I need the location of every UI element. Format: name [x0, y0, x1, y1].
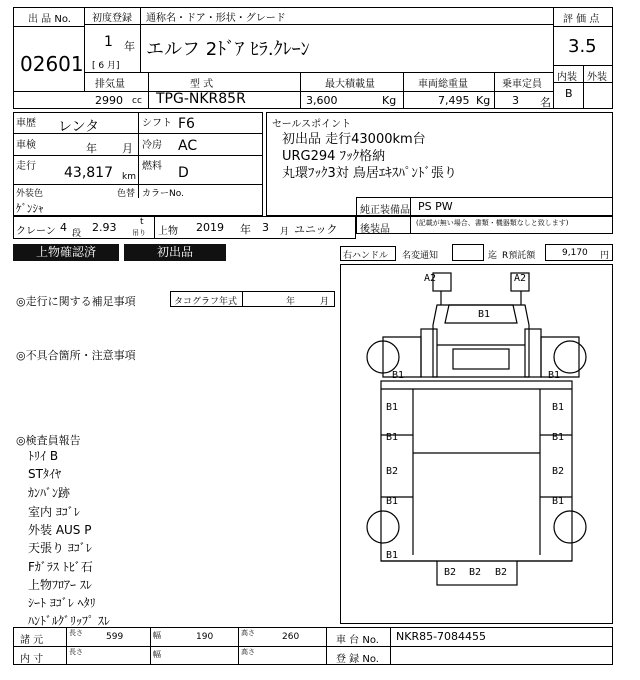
interior-grade: B: [565, 87, 573, 100]
inspection-label: 車検: [16, 140, 36, 151]
sales-line: 丸環ﾌｯｸ3対 鳥居ｴｷｽﾊﾟﾝﾄﾞ張り: [282, 166, 457, 181]
lapse-label: 迄: [488, 251, 498, 261]
height-label: 高さ: [241, 629, 255, 637]
history-value: レンタ: [58, 119, 100, 135]
reg-no-label: 登 録 No.: [336, 654, 379, 665]
interior-label: 内装: [557, 72, 577, 83]
ac-label: 冷房: [142, 140, 162, 151]
damage-code: B2: [495, 567, 508, 578]
score-value: 3.5: [568, 36, 597, 57]
upper-year-unit: 年: [240, 223, 251, 236]
meter-box: [452, 244, 484, 261]
seats-unit: 名: [540, 96, 551, 109]
inspection-month: 月: [122, 142, 133, 155]
upper-maker: ユニック: [294, 223, 338, 236]
inspector-line: ﾊﾝﾄﾞﾙｸﾞﾘｯﾌﾟ ｽﾚ: [28, 614, 110, 628]
lot-number: 02601: [20, 52, 84, 76]
fuel-label: 燃料: [142, 161, 162, 172]
tacho-label: タコグラフ年式: [174, 297, 238, 307]
upper-month: 3: [262, 221, 269, 234]
length-label: 長さ: [69, 629, 83, 637]
chassis-value: NKR85-7084455: [396, 630, 487, 643]
mileage-unit: km: [122, 172, 136, 182]
shift-value: F6: [178, 116, 195, 132]
load-unit: Kg: [382, 94, 397, 107]
model: TPG-NKR85R: [156, 91, 246, 107]
in-length-label: 長さ: [69, 648, 83, 656]
inspector-label: ◎検査員報告: [16, 434, 81, 447]
damage-code: B2: [444, 567, 457, 578]
damage-code: B1: [386, 432, 399, 443]
color-label: 色替: [117, 189, 136, 199]
inspector-line: ﾄﾘｲ B: [28, 449, 59, 463]
equip-value: PS PW: [418, 200, 453, 213]
load-label: 最大積載量: [325, 79, 375, 90]
sales-line: URG294 ﾌｯｸ格納: [282, 149, 386, 164]
damage-code: A2: [514, 273, 527, 284]
tacho-year: 年: [286, 297, 296, 307]
first-listing-badge: 初出品: [124, 244, 226, 261]
meter-label: 名変通知: [402, 251, 439, 261]
inspector-line: Fｶﾞﾗｽ ﾄﾋﾞ石: [28, 560, 93, 574]
length-value: 599: [106, 632, 124, 642]
in-height-label: 高さ: [241, 648, 255, 656]
interior-dims-label: 内 寸: [20, 654, 44, 665]
crane-stages: 4: [60, 221, 67, 234]
seats: 3: [512, 94, 519, 107]
gross-unit: Kg: [476, 94, 491, 107]
after-label: 後装品: [360, 224, 390, 235]
damage-code: B2: [469, 567, 482, 578]
tacho-month: 月: [320, 297, 330, 307]
width-value: 190: [196, 632, 214, 642]
damage-code: B1: [552, 496, 565, 507]
sales-line: 初出品 走行43000km台: [282, 132, 426, 147]
gross: 7,495: [438, 94, 470, 107]
inspector-line: ｼｰﾄ ﾖｺﾞﾚ ﾍﾀﾘ: [28, 596, 96, 610]
damage-code: B1: [392, 370, 405, 381]
crane-stage-unit: 段: [72, 229, 82, 239]
mileage-value: 43,817: [64, 165, 113, 181]
width-label: 幅: [153, 631, 161, 640]
reg-month: [ 6 月]: [92, 61, 120, 71]
damage-code: B2: [386, 466, 399, 477]
displacement: 2990: [95, 94, 123, 107]
upper-month-unit: 月: [280, 227, 290, 237]
name-label: 通称名・ドア・形状・グレード: [146, 13, 286, 24]
mileage-label: 走行: [16, 161, 36, 172]
inspector-line: 室内 ﾖｺﾞﾚ: [28, 505, 80, 519]
height-value: 260: [282, 632, 300, 642]
score-label: 評 価 点: [563, 14, 600, 25]
damage-code: B1: [386, 496, 399, 507]
after-note: (記載が無い場合、書類・機器類なしと致します): [416, 219, 569, 227]
cert-value: 9,170: [562, 248, 588, 258]
upper-confirm-badge: 上物確認済: [13, 244, 119, 261]
steering: 右ハンドル: [343, 251, 389, 261]
chassis-label: 車 台 No.: [336, 635, 379, 646]
crane-capacity: 2.93: [92, 221, 117, 234]
color-no-label: カラーNo.: [142, 189, 184, 199]
upper-year: 2019: [196, 221, 224, 234]
load: 3,600: [306, 94, 338, 107]
inspector-line: 天張り ﾖｺﾞﾚ: [28, 541, 92, 555]
cc-unit: cc: [132, 96, 142, 106]
inspector-line: 上物ﾌﾛｱｰ ｽﾚ: [28, 578, 92, 592]
equip-label: 純正装備品: [360, 205, 410, 216]
gross-label: 車両総重量: [418, 79, 468, 90]
sales-title: セールスポイント: [272, 119, 352, 130]
damage-code: B1: [386, 550, 399, 561]
damage-code: A2: [424, 273, 437, 284]
damage-code: B2: [552, 466, 565, 477]
ac-value: AC: [178, 138, 198, 154]
displacement-label: 排気量: [95, 79, 125, 90]
crane-cap-unit: t: [140, 217, 144, 227]
cert-unit: 円: [600, 251, 610, 261]
shift-label: シフト: [142, 118, 172, 129]
inspection-year: 年: [86, 142, 97, 155]
crane-cap-unit2: 吊り: [132, 229, 146, 237]
dims-label: 諸 元: [20, 635, 44, 646]
year-unit: 年: [124, 40, 135, 53]
fuel-value: D: [178, 165, 189, 181]
ext-color-label: 外装色: [16, 189, 44, 199]
history-label: 車歴: [16, 118, 36, 129]
seats-label: 乗車定員: [502, 79, 542, 90]
damage-code: B1: [478, 309, 491, 320]
exterior-label: 外装: [587, 72, 607, 83]
reg-label: 初度登録: [92, 13, 132, 24]
model-label: 型 式: [190, 79, 214, 90]
inspector-line: ｶﾝﾊﾞﾝ跡: [28, 486, 71, 500]
in-width-label: 幅: [153, 650, 161, 659]
vehicle-name: エルフ 2ﾄﾞｱ ﾋﾗ.ｸﾚｰﾝ: [146, 39, 310, 60]
damage-code: B1: [386, 402, 399, 413]
upper-label: 上物: [158, 226, 178, 237]
cert-label: R預託額: [502, 251, 536, 261]
damage-code: B1: [552, 402, 565, 413]
lot-label: 出 品 No.: [28, 14, 71, 25]
inspector-line: 外装 AUS P: [28, 523, 92, 537]
crane-label: クレーン: [16, 226, 56, 237]
inspector-line: STﾀｲﾔ: [28, 467, 61, 481]
damage-code: B1: [552, 432, 565, 443]
defects-label: ◎不具合箇所・注意事項: [16, 349, 136, 362]
reg-year: 1: [104, 34, 113, 50]
driving-remarks-label: ◎走行に関する補足事項: [16, 295, 136, 308]
ext-color-value: ｹﾞﾝｼｬ: [16, 202, 44, 215]
damage-code: B1: [548, 370, 561, 381]
